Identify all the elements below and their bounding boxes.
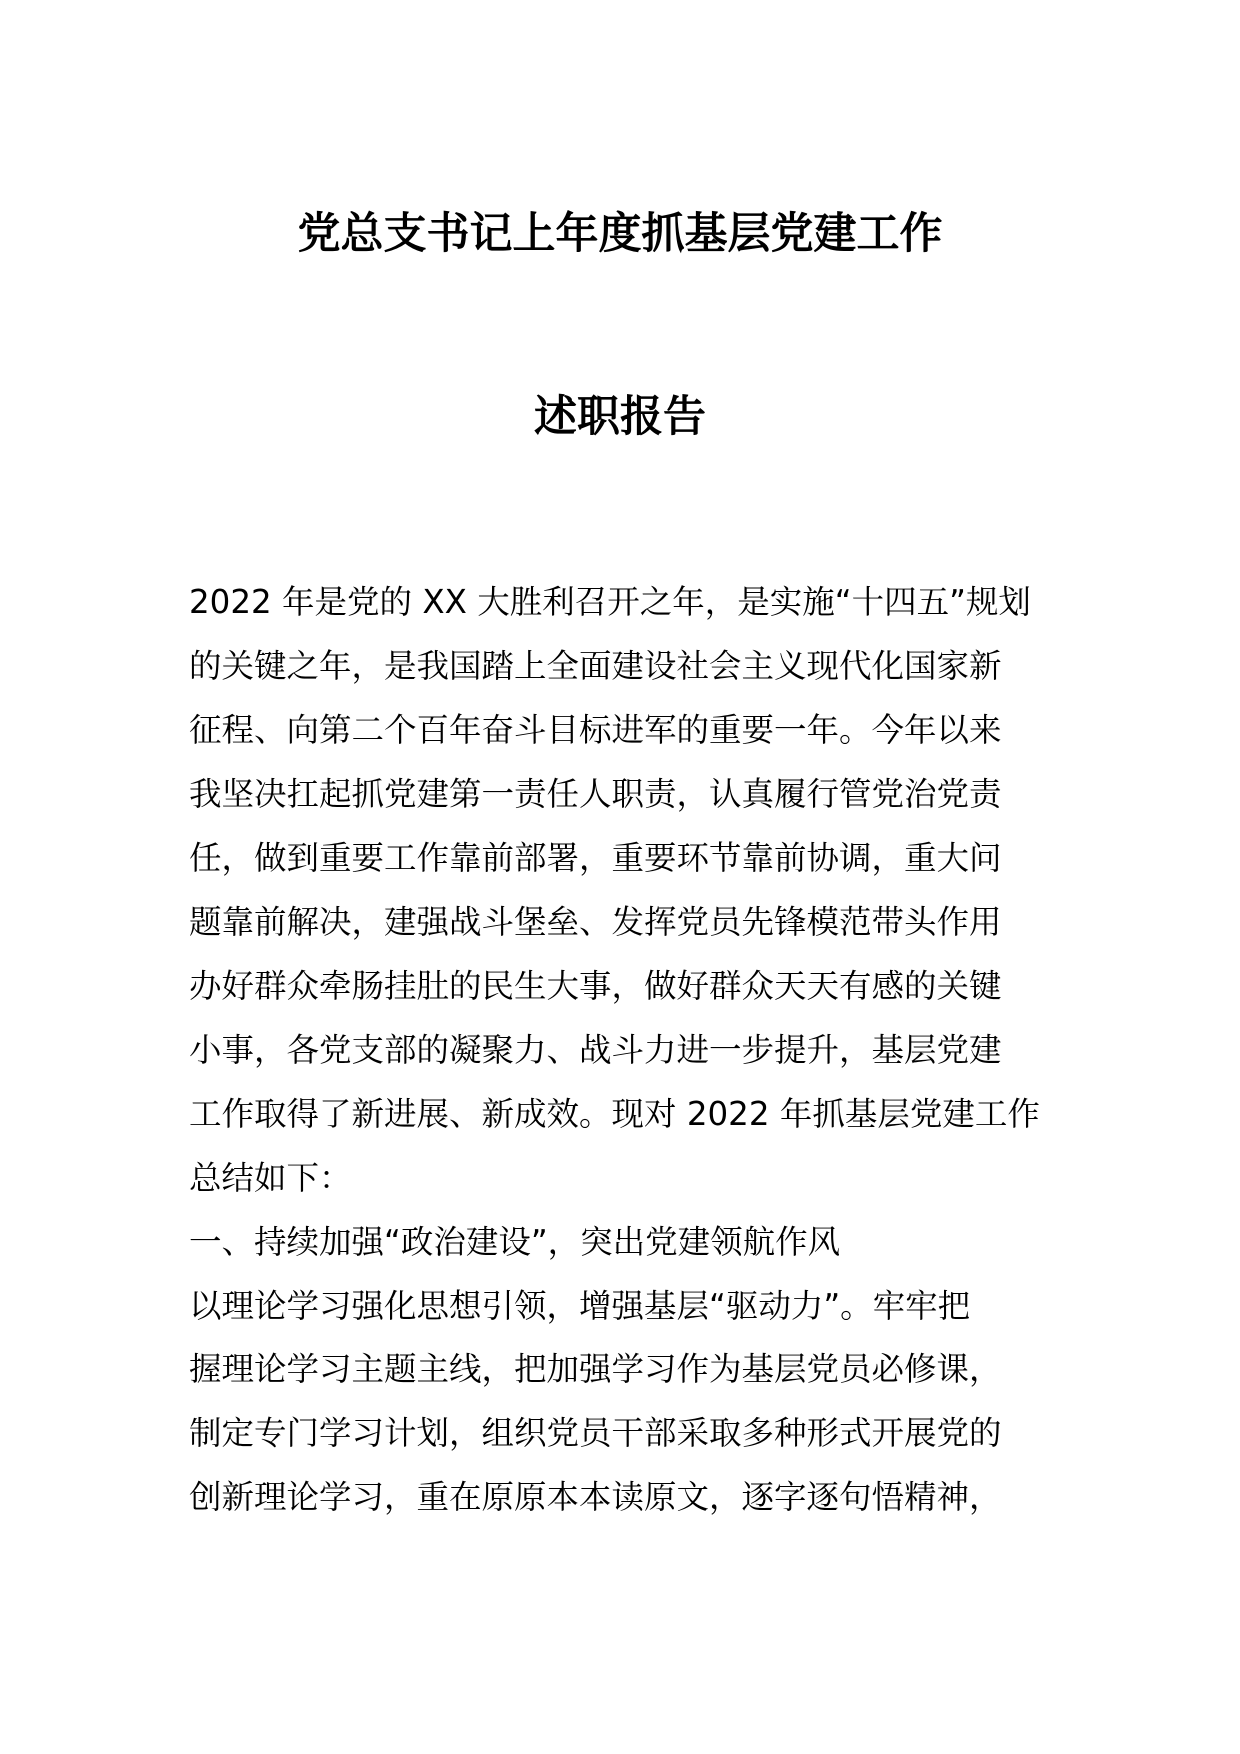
document-title-line-2: 述职报告 <box>534 392 706 442</box>
paragraph-line: 的关键之年，是我国踏上全面建设社会主义现代化国家新 <box>189 647 1002 685</box>
paragraph-line: 制定专门学习计划，组织党员干部采取多种形式开展党的 <box>189 1414 1002 1452</box>
paragraph-line: 小事，各党支部的凝聚力、战斗力进一步提升，基层党建 <box>189 1031 1002 1069</box>
paragraph-line: 任，做到重要工作靠前部署，重要环节靠前协调，重大问 <box>189 839 1002 877</box>
document-title-line-1: 党总支书记上年度抓基层党建工作 <box>297 209 943 259</box>
paragraph-line: 办好群众牵肠挂肚的民生大事，做好群众天天有感的关键 <box>189 967 1002 1005</box>
paragraph-line: 2022 年是党的 XX 大胜利召开之年，是实施“十四五”规划 <box>189 583 1031 621</box>
paragraph-line: 我坚决扛起抓党建第一责任人职责，认真履行管党治党责 <box>189 775 1002 813</box>
paragraph-line: 工作取得了新进展、新成效。现对 2022 年抓基层党建工作 <box>189 1095 1040 1133</box>
paragraph-line: 征程、向第二个百年奋斗目标进军的重要一年。今年以来 <box>189 711 1002 749</box>
paragraph-line: 以理论学习强化思想引领，增强基层“驱动力”。牢牢把 <box>189 1287 971 1325</box>
paragraph-line: 题靠前解决，建强战斗堡垒、发挥党员先锋模范带头作用 <box>189 903 1002 941</box>
section-heading: 一、持续加强“政治建设”，突出党建领航作风 <box>189 1223 841 1261</box>
paragraph-line: 握理论学习主题主线，把加强学习作为基层党员必修课， <box>189 1350 1002 1388</box>
paragraph-line: 创新理论学习，重在原原本本读原文，逐字逐句悟精神， <box>189 1478 1002 1516</box>
paragraph-line: 总结如下： <box>189 1159 352 1197</box>
